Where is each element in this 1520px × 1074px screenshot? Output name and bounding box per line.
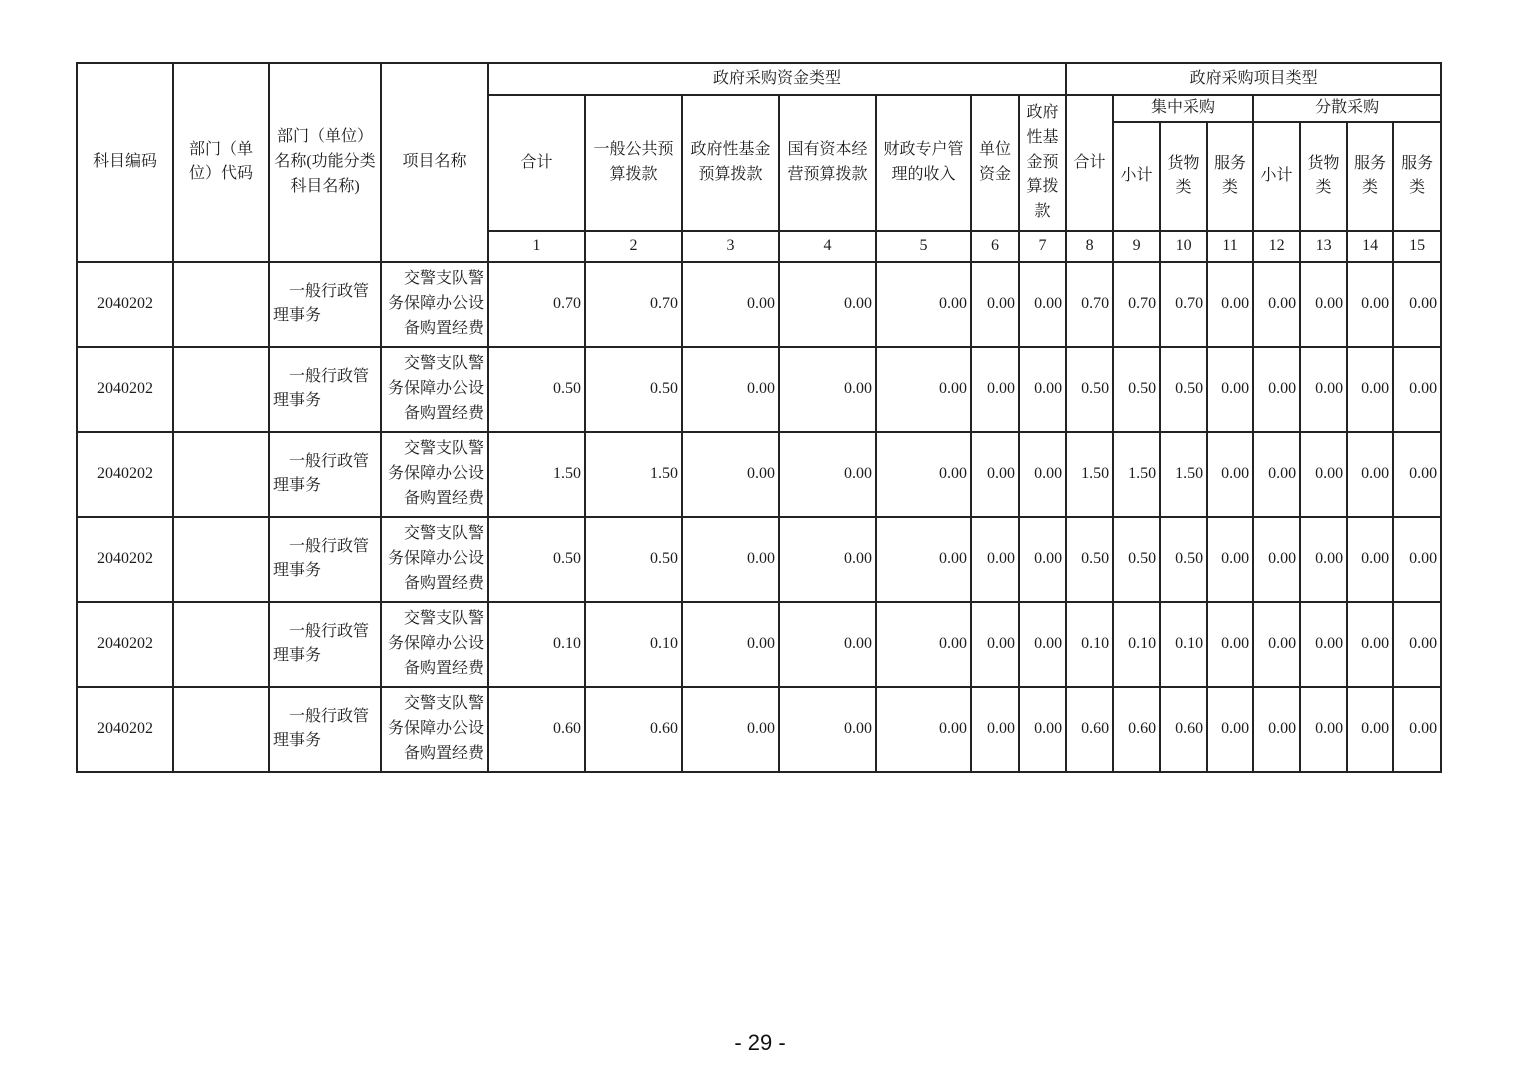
- value-cell: 0.70: [1113, 262, 1160, 347]
- dept-code-cell: [173, 687, 269, 772]
- column-number: 6: [971, 231, 1019, 262]
- value-cell: 0.00: [1393, 432, 1441, 517]
- table-body: [77, 262, 1441, 772]
- value-cell: 0.50: [1066, 347, 1113, 432]
- value-cell: 0.10: [1066, 602, 1113, 687]
- value-cell: 0.00: [1300, 262, 1347, 347]
- value-cell: 1.50: [1113, 432, 1160, 517]
- value-cell: 0.00: [1253, 347, 1300, 432]
- value-cell: 0.00: [971, 347, 1019, 432]
- dept-name-cell: 一般行政管理事务: [269, 262, 381, 347]
- table-row: [77, 262, 1441, 347]
- value-cell: 0.00: [1253, 687, 1300, 772]
- value-cell: 0.00: [1300, 602, 1347, 687]
- value-cell: 0.70: [585, 262, 682, 347]
- value-cell: 0.00: [682, 602, 779, 687]
- value-cell: 0.00: [682, 687, 779, 772]
- header-gov-fund-budget: 政府性基金预算拨款: [682, 95, 779, 231]
- value-cell: 0.10: [488, 602, 585, 687]
- value-cell: 0.50: [1160, 517, 1207, 602]
- subject-code-cell: 2040202: [77, 517, 173, 602]
- column-number: 1: [488, 231, 585, 262]
- header-decentralized-subtotal: 小计: [1253, 122, 1300, 231]
- value-cell: 0.00: [1393, 347, 1441, 432]
- header-centralized-services: 服务类: [1207, 122, 1253, 231]
- header-gov-fund-budget-2: 政府性基金预算拨款: [1019, 95, 1066, 231]
- value-cell: 0.00: [1300, 517, 1347, 602]
- header-project-name: 项目名称: [381, 63, 488, 262]
- dept-name-cell: 一般行政管理事务: [269, 517, 381, 602]
- header-unit-funds: 单位资金: [971, 95, 1019, 231]
- value-cell: 0.00: [1393, 262, 1441, 347]
- header-subject-code: 科目编码: [77, 63, 173, 262]
- header-band-groups: [77, 63, 1441, 95]
- value-cell: 0.00: [1253, 602, 1300, 687]
- table-row: [77, 602, 1441, 687]
- header-decentralized-services-2: 服务类: [1393, 122, 1441, 231]
- dept-code-cell: [173, 262, 269, 347]
- column-number: 10: [1160, 231, 1207, 262]
- header-dept-name: 部门（单位）名称(功能分类科目名称): [269, 63, 381, 262]
- dept-name-cell: 一般行政管理事务: [269, 602, 381, 687]
- value-cell: 0.50: [585, 517, 682, 602]
- header-decentralized-services: 服务类: [1347, 122, 1393, 231]
- value-cell: 0.10: [585, 602, 682, 687]
- column-number: 2: [585, 231, 682, 262]
- value-cell: 0.50: [585, 347, 682, 432]
- value-cell: 0.00: [971, 432, 1019, 517]
- subject-code-cell: 2040202: [77, 347, 173, 432]
- column-number: 11: [1207, 231, 1253, 262]
- column-number: 14: [1347, 231, 1393, 262]
- value-cell: 0.60: [1066, 687, 1113, 772]
- value-cell: 0.50: [1066, 517, 1113, 602]
- dept-name-cell: 一般行政管理事务: [269, 347, 381, 432]
- value-cell: 0.00: [1019, 687, 1066, 772]
- subject-code-cell: 2040202: [77, 602, 173, 687]
- value-cell: 0.00: [682, 347, 779, 432]
- subject-code-cell: 2040202: [77, 687, 173, 772]
- table-row: [77, 687, 1441, 772]
- project-name-cell: 交警支队警务保障办公设备购置经费: [381, 602, 488, 687]
- dept-code-cell: [173, 432, 269, 517]
- value-cell: 0.00: [1347, 262, 1393, 347]
- header-fund-total: 合计: [488, 95, 585, 231]
- value-cell: 0.50: [488, 347, 585, 432]
- value-cell: 0.60: [585, 687, 682, 772]
- value-cell: 0.00: [779, 432, 876, 517]
- value-cell: 0.00: [682, 432, 779, 517]
- column-number: 3: [682, 231, 779, 262]
- value-cell: 0.00: [1207, 432, 1253, 517]
- value-cell: 0.50: [1160, 347, 1207, 432]
- column-number: 4: [779, 231, 876, 262]
- dept-code-cell: [173, 602, 269, 687]
- procurement-budget-table: [76, 62, 1442, 773]
- subject-code-cell: 2040202: [77, 262, 173, 347]
- header-decentralized-goods: 货物类: [1300, 122, 1347, 231]
- value-cell: 0.00: [1300, 432, 1347, 517]
- column-number: 5: [876, 231, 971, 262]
- table-row: [77, 432, 1441, 517]
- value-cell: 0.00: [876, 687, 971, 772]
- value-cell: 0.00: [876, 347, 971, 432]
- header-dept-code: 部门（单位）代码: [173, 63, 269, 262]
- column-number: 13: [1300, 231, 1347, 262]
- header-state-capital-budget: 国有资本经营预算拨款: [779, 95, 876, 231]
- dept-name-cell: 一般行政管理事务: [269, 432, 381, 517]
- value-cell: 0.10: [1113, 602, 1160, 687]
- value-cell: 0.00: [1393, 687, 1441, 772]
- column-number: 8: [1066, 231, 1113, 262]
- value-cell: 0.00: [971, 262, 1019, 347]
- page-number: - 29 -: [734, 1030, 786, 1055]
- dept-code-cell: [173, 347, 269, 432]
- value-cell: 0.00: [1253, 517, 1300, 602]
- value-cell: 0.00: [1207, 347, 1253, 432]
- project-name-cell: 交警支队警务保障办公设备购置经费: [381, 262, 488, 347]
- header-fund-type-group: 政府采购资金类型: [488, 63, 1066, 95]
- value-cell: 0.00: [1253, 262, 1300, 347]
- value-cell: 0.00: [1207, 602, 1253, 687]
- value-cell: 1.50: [488, 432, 585, 517]
- value-cell: 0.00: [779, 262, 876, 347]
- value-cell: 0.50: [1113, 347, 1160, 432]
- value-cell: 0.00: [1019, 262, 1066, 347]
- dept-code-cell: [173, 517, 269, 602]
- column-number: 7: [1019, 231, 1066, 262]
- column-number: 9: [1113, 231, 1160, 262]
- value-cell: 0.00: [682, 262, 779, 347]
- value-cell: 0.00: [1019, 347, 1066, 432]
- value-cell: 0.00: [682, 517, 779, 602]
- value-cell: 0.00: [971, 687, 1019, 772]
- value-cell: 0.00: [1207, 517, 1253, 602]
- header-general-public-budget: 一般公共预算拨款: [585, 95, 682, 231]
- column-number: 15: [1393, 231, 1441, 262]
- project-name-cell: 交警支队警务保障办公设备购置经费: [381, 687, 488, 772]
- value-cell: 0.10: [1160, 602, 1207, 687]
- value-cell: 0.00: [779, 517, 876, 602]
- project-name-cell: 交警支队警务保障办公设备购置经费: [381, 347, 488, 432]
- table-row: [77, 517, 1441, 602]
- table-row: [77, 347, 1441, 432]
- column-number: 12: [1253, 231, 1300, 262]
- table-header: [77, 63, 1441, 262]
- value-cell: 0.00: [779, 602, 876, 687]
- value-cell: 0.00: [779, 347, 876, 432]
- value-cell: 0.00: [1347, 687, 1393, 772]
- dept-name-cell: 一般行政管理事务: [269, 687, 381, 772]
- value-cell: 0.70: [1066, 262, 1113, 347]
- project-name-cell: 交警支队警务保障办公设备购置经费: [381, 432, 488, 517]
- value-cell: 0.00: [876, 517, 971, 602]
- value-cell: 0.00: [1019, 602, 1066, 687]
- value-cell: 1.50: [1066, 432, 1113, 517]
- header-project-type-total: 合计: [1066, 95, 1113, 231]
- project-name-cell: 交警支队警务保障办公设备购置经费: [381, 517, 488, 602]
- value-cell: 0.70: [488, 262, 585, 347]
- value-cell: 0.00: [876, 432, 971, 517]
- value-cell: 0.00: [971, 602, 1019, 687]
- header-decentralized-group: 分散采购: [1253, 95, 1441, 122]
- value-cell: 0.00: [1347, 432, 1393, 517]
- value-cell: 0.00: [1019, 517, 1066, 602]
- value-cell: 0.50: [488, 517, 585, 602]
- value-cell: 0.50: [1113, 517, 1160, 602]
- value-cell: 0.70: [1160, 262, 1207, 347]
- header-centralized-group: 集中采购: [1113, 95, 1253, 122]
- value-cell: 0.00: [779, 687, 876, 772]
- header-centralized-subtotal: 小计: [1113, 122, 1160, 231]
- value-cell: 0.00: [1347, 602, 1393, 687]
- header-fiscal-account-income: 财政专户管理的收入: [876, 95, 971, 231]
- value-cell: 0.00: [1347, 347, 1393, 432]
- value-cell: 0.00: [1207, 687, 1253, 772]
- value-cell: 0.00: [876, 262, 971, 347]
- value-cell: 0.60: [1160, 687, 1207, 772]
- header-centralized-goods: 货物类: [1160, 122, 1207, 231]
- value-cell: 1.50: [585, 432, 682, 517]
- value-cell: 1.50: [1160, 432, 1207, 517]
- header-project-type-group: 政府采购项目类型: [1066, 63, 1441, 95]
- value-cell: 0.00: [971, 517, 1019, 602]
- value-cell: 0.00: [876, 602, 971, 687]
- value-cell: 0.60: [1113, 687, 1160, 772]
- value-cell: 0.00: [1207, 262, 1253, 347]
- subject-code-cell: 2040202: [77, 432, 173, 517]
- value-cell: 0.00: [1253, 432, 1300, 517]
- value-cell: 0.00: [1300, 687, 1347, 772]
- value-cell: 0.60: [488, 687, 585, 772]
- value-cell: 0.00: [1019, 432, 1066, 517]
- value-cell: 0.00: [1393, 602, 1441, 687]
- value-cell: 0.00: [1300, 347, 1347, 432]
- value-cell: 0.00: [1347, 517, 1393, 602]
- value-cell: 0.00: [1393, 517, 1441, 602]
